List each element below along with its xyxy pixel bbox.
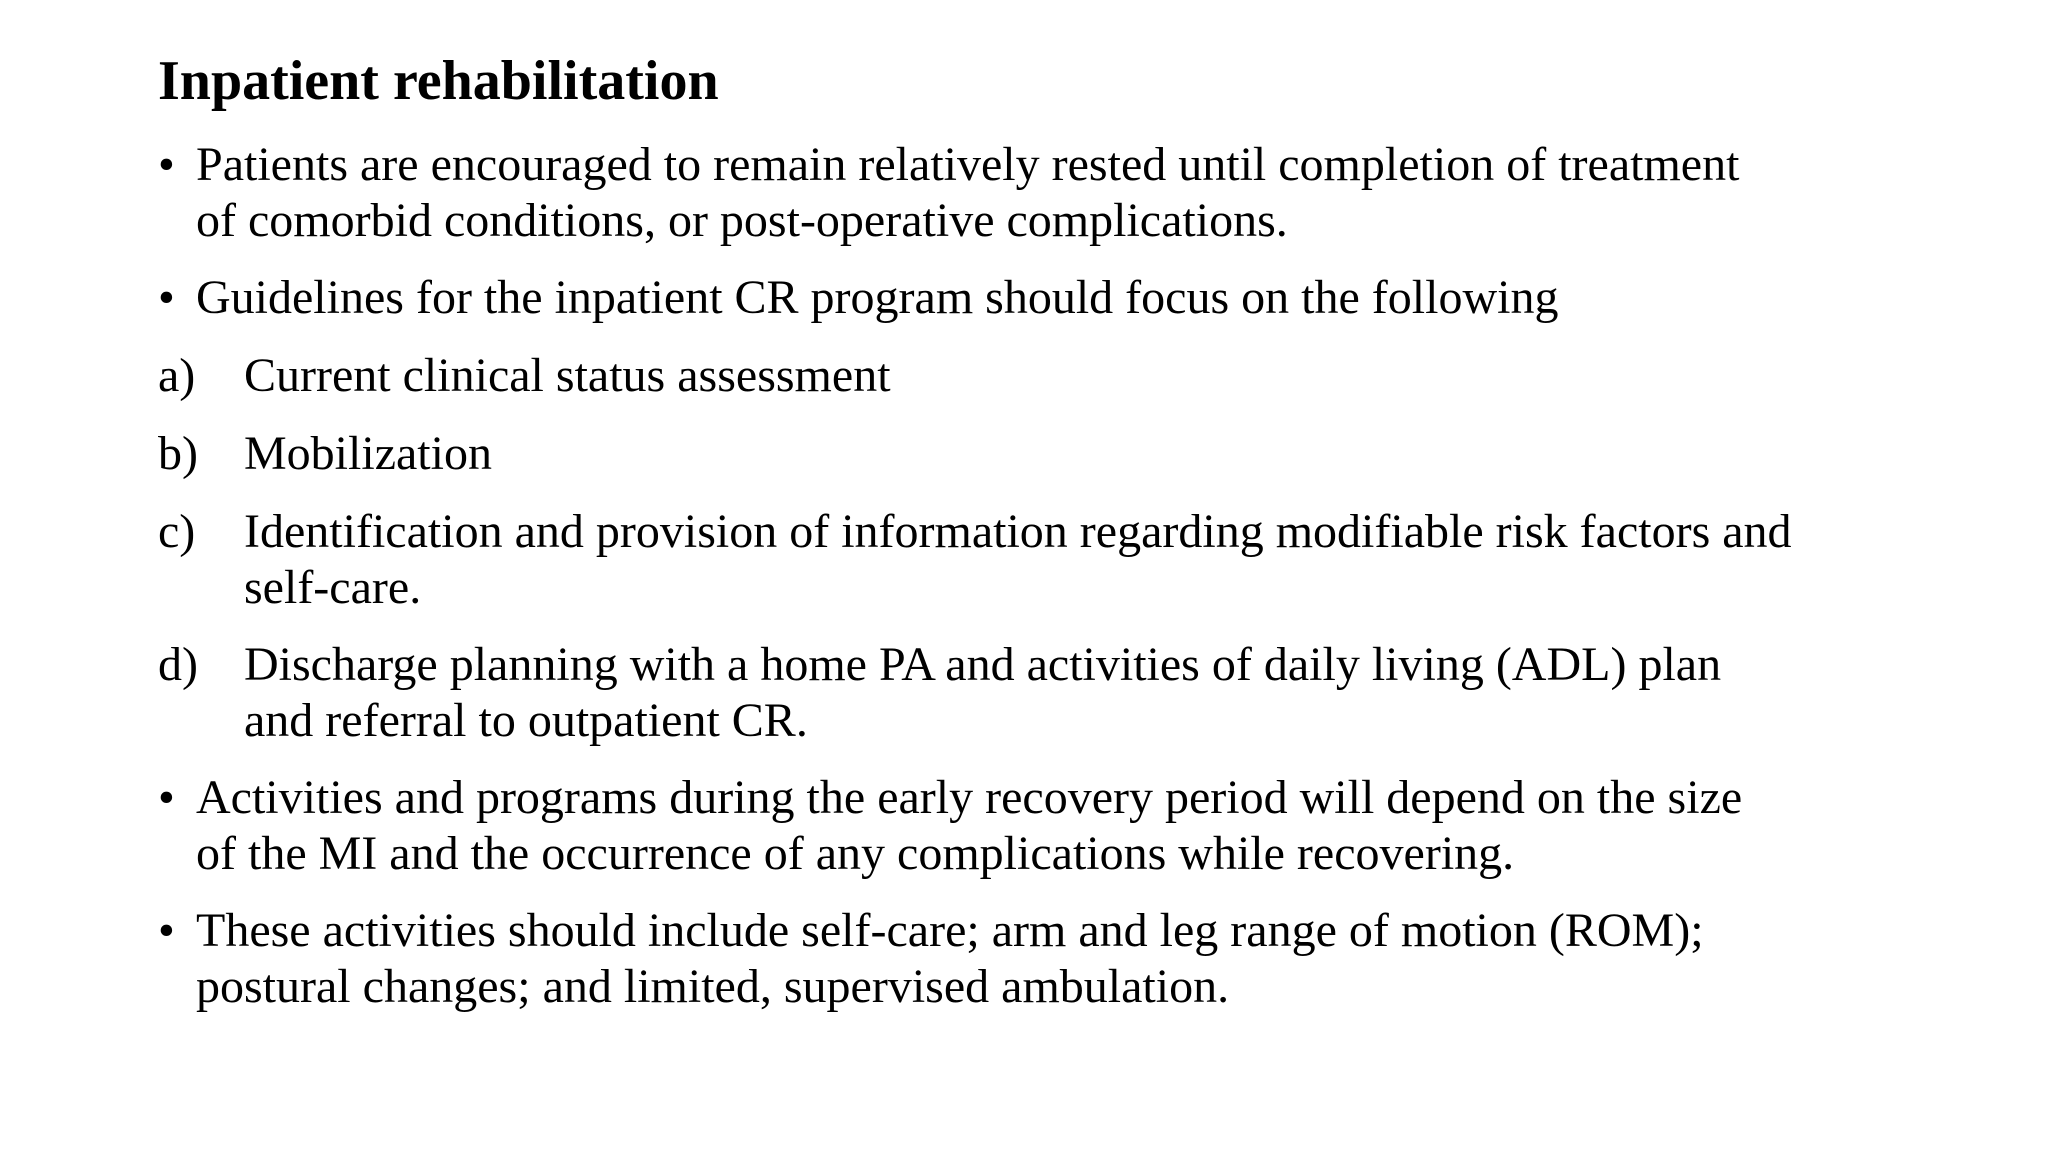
- list-text: [244, 504, 1792, 616]
- list-text: [244, 348, 891, 404]
- list-marker: c): [158, 505, 196, 558]
- list-text-line: Mobilization: [244, 427, 492, 480]
- bullet-text-line: Patients are encouraged to remain relatively rested until completion of treatment: [196, 138, 1740, 191]
- bullet-marker: •: [158, 771, 175, 824]
- list-marker: d): [158, 638, 198, 691]
- list-text-line: Identification and provision of information regarding modifiable risk factors and: [244, 505, 1792, 558]
- list-text: [244, 426, 492, 482]
- bullet-text-line: postural changes; and limited, supervised ambulation.: [196, 960, 1230, 1013]
- list-marker: a): [158, 349, 196, 402]
- bullet-text-line: These activities should include self-care; arm and leg range of motion (ROM);: [196, 904, 1704, 957]
- bullet-text-line: Activities and programs during the early recovery period will depend on the size: [196, 771, 1743, 824]
- bullet-marker: •: [158, 271, 175, 324]
- bullet-text-line: of comorbid conditions, or post-operative complications.: [196, 194, 1288, 247]
- list-text-line: Discharge planning with a home PA and activities of daily living (ADL) plan: [244, 638, 1722, 691]
- list-text-line: and referral to outpatient CR.: [244, 694, 808, 747]
- bullet-text-line: of the MI and the occurrence of any complications while recovering.: [196, 827, 1515, 880]
- bullet-text: [196, 270, 1558, 326]
- list-text-line: Current clinical status assessment: [244, 349, 891, 402]
- list-text: [244, 637, 1721, 749]
- bullet-text-line: Guidelines for the inpatient CR program should focus on the following: [196, 271, 1559, 324]
- list-marker: b): [158, 427, 198, 480]
- bullet-text: [196, 770, 1742, 882]
- bullet-text: [196, 903, 1704, 1015]
- bullet-marker: •: [158, 138, 175, 191]
- bullet-text: [196, 137, 1739, 249]
- bullet-marker: •: [158, 904, 175, 957]
- list-text-line: self-care.: [244, 561, 422, 614]
- slide-title: Inpatient rehabilitation: [158, 50, 719, 112]
